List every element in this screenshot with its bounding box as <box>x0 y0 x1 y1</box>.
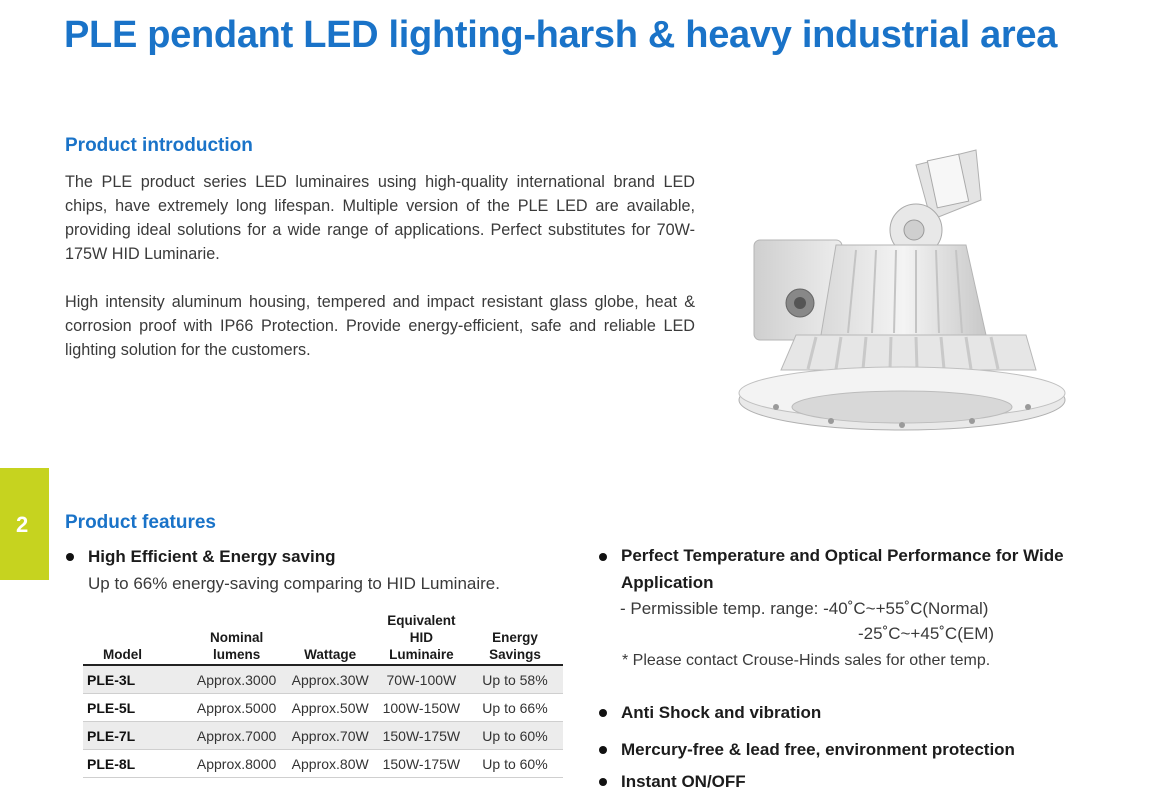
temp-note: * Please contact Crouse-Hinds sales for other temp. <box>622 652 991 669</box>
temp-range-normal: - Permissible temp. range: -40˚C~+55˚C(Normal) <box>620 599 989 618</box>
bullet-icon <box>599 746 607 754</box>
feature-temperature-title-1: Perfect Temperature and Optical Performance for Wide <box>621 546 1064 565</box>
feature-instant <box>599 772 746 792</box>
feature-temperature-title-2: Application <box>621 573 714 592</box>
bullet-icon <box>66 553 74 561</box>
feature-energy-subtitle: Up to 66% energy-saving comparing to HID Luminaire. <box>88 574 500 593</box>
table-row: PLE-5L Approx.5000 Approx.50W 100W-150W Up to 66% <box>83 694 563 722</box>
intro-paragraph-1: The PLE product series LED luminaires using high-quality international brand LED chips, have extremely long lifespan. Multiple version of the PLE LED are available, providing ideal solutions for a wide range of applications. Perfect substitutes for 70W-175W HID Luminarie. <box>65 173 695 263</box>
luminaire-image <box>736 145 1070 435</box>
table-row: PLE-8L Approx.8000 Approx.80W 150W-175W Up to 60% <box>83 750 563 778</box>
feature-shock <box>599 703 821 723</box>
feature-energy <box>66 547 336 567</box>
feature-shock-title: Anti Shock and vibration <box>621 703 822 722</box>
temp-range-em: -25˚C~+45˚C(EM) <box>858 624 995 643</box>
page-number: 2 <box>16 512 29 537</box>
col-model: Model <box>83 612 189 665</box>
col-savings: Energy Savings <box>467 612 563 665</box>
page-number-tab <box>0 468 49 580</box>
spec-table <box>83 612 563 778</box>
col-lumens: Nominal lumens <box>189 612 285 665</box>
table-row: PLE-3L Approx.3000 Approx.30W 70W-100W Up to 58% <box>83 665 563 694</box>
col-hid: Equivalent HID Luminaire <box>376 612 467 665</box>
bullet-icon <box>599 553 607 561</box>
bullet-icon <box>599 709 607 717</box>
feature-temperature <box>599 547 1064 596</box>
table-row: PLE-7L Approx.7000 Approx.70W 150W-175W Up to 60% <box>83 722 563 750</box>
bullet-icon <box>599 778 607 786</box>
feature-mercury-title: Mercury-free & lead free, environment protection <box>621 740 1015 759</box>
feature-mercury <box>599 740 1015 760</box>
intro-heading: Product introduction <box>65 135 253 156</box>
features-heading: Product features <box>65 512 216 533</box>
page-title: PLE pendant LED lighting-harsh & heavy industrial area <box>64 14 1058 56</box>
intro-paragraph-2: High intensity aluminum housing, tempered and impact resistant glass globe, heat & corrosion proof with IP66 Protection. Provide energy-efficient, safe and reliable LED lighting solution for the customers. <box>65 293 695 359</box>
feature-energy-title: High Efficient & Energy saving <box>88 547 336 566</box>
col-wattage: Wattage <box>285 612 376 665</box>
feature-instant-title: Instant ON/OFF <box>621 772 746 791</box>
